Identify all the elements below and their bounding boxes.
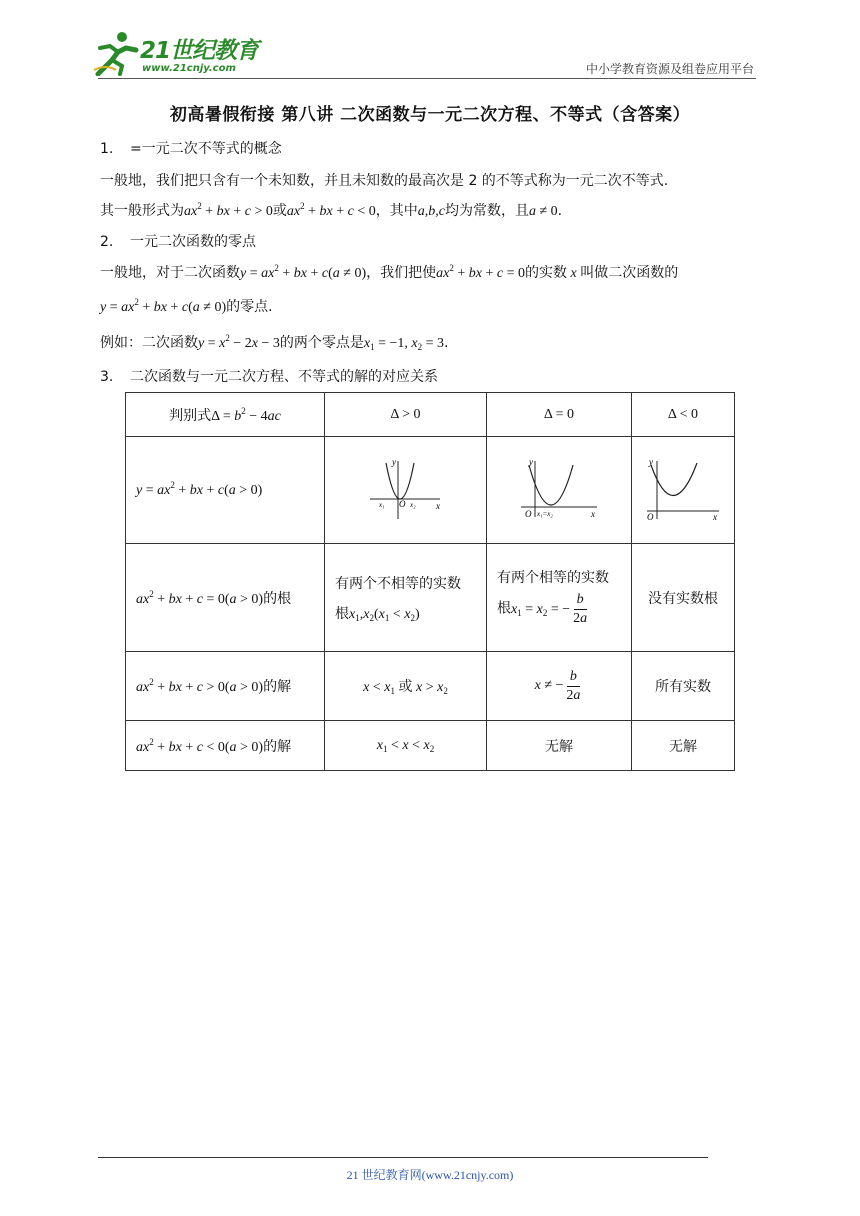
text: 的根: [263, 590, 292, 607]
text: 或: [398, 679, 413, 695]
graph-no-roots: [632, 437, 735, 544]
formula: $x < x_1$: [363, 680, 395, 696]
double-root-label: x₁=x₂: [537, 510, 553, 518]
cell-no-real-roots: 没有实数根: [632, 544, 735, 652]
text: 的零点.: [226, 299, 273, 315]
cell-less-no-roots: 无解: [632, 721, 735, 771]
formula: $ax^2$ + bx + c > 0: [184, 201, 273, 219]
formula: x ≠ − $\frac{b}{2a}$: [534, 668, 581, 703]
text-line: [335, 603, 486, 623]
formula: Δ < 0: [667, 407, 699, 422]
origin-label: O: [525, 509, 532, 519]
table-header-delta-negative: [632, 393, 735, 437]
section-1-paragraph-1: 一般地，我们把只含有一个未知数，并且未知数的最高次是 2 的不等式称为一元二次不等式.: [100, 173, 669, 189]
text: 有两个不相等的实数: [335, 575, 461, 592]
formula: $y = ax^2$ + bx + c(a ≠ 0): [240, 263, 367, 281]
axis-y-label: y: [649, 457, 653, 467]
formula: $x_1 < x < x_2$: [376, 738, 435, 754]
section-2-heading: [100, 231, 256, 251]
formula: $ax^2$ + bx + c = 0: [436, 263, 525, 281]
cell-less-double-root: 无解: [487, 721, 632, 771]
table-row: [126, 652, 735, 721]
footer-divider: [98, 1157, 708, 1158]
page-title: 初高暑假衔接 第八讲 二次函数与一元二次方程、不等式（含答案）: [169, 105, 691, 125]
formula: $y = ax^2$ + bx + c(a ≠ 0): [100, 297, 227, 315]
section-2-paragraph-2: [100, 296, 273, 316]
section-title: =一元二次不等式的概念: [130, 141, 282, 157]
header-platform-text: 中小学教育资源及组卷应用平台: [585, 62, 754, 76]
cell-two-distinct-roots: [325, 544, 487, 652]
axis-x-label: x: [713, 512, 717, 521]
correspondence-table: [125, 392, 735, 771]
formula: $x_1,x_2(x_1 < x_2)$: [349, 606, 420, 623]
cell-greater-double-root: [487, 652, 632, 721]
cell-double-root: [487, 544, 632, 652]
text: 例如：二次函数: [100, 335, 198, 351]
axis-y-label: y: [391, 457, 396, 467]
formula: $y = ax^2$ + bx + c(a > 0): [136, 479, 263, 498]
cell-greater-two-roots: [325, 652, 487, 721]
table-row: [126, 721, 735, 771]
axis-x-label: x: [435, 501, 440, 511]
table-header-delta-zero: [487, 393, 632, 437]
row-label-function: [126, 437, 325, 544]
table-header-delta-positive: [325, 393, 487, 437]
formula: $ax^2$ + bx + c = 0(a > 0): [136, 588, 264, 607]
text-line: [497, 591, 631, 628]
parabola-two-roots-graph: [366, 455, 446, 521]
axis-y-label: y: [529, 457, 533, 467]
formula: $y = x^2 - 2x - 3$: [198, 333, 280, 351]
text: 或: [272, 203, 287, 219]
row-label-equation: [126, 544, 325, 652]
logo-url: www.21cnjy.com: [142, 63, 236, 74]
formula: $ax^2$ + bx + c > 0(a > 0): [136, 677, 264, 695]
origin-label: O: [647, 512, 654, 521]
header-divider: [98, 78, 756, 79]
runner-logo-icon: [92, 30, 140, 76]
section-3-heading: [100, 366, 438, 386]
formula: $x_1 = -1$, $x_2 = 3$: [363, 336, 445, 352]
formula: $ax^2$ + bx + c < 0: [286, 201, 376, 219]
root-x1-label: x₁: [378, 501, 385, 509]
formula: Δ = 0: [543, 407, 575, 422]
text: .: [444, 335, 449, 351]
text: 叫做二次函数的: [580, 265, 679, 281]
text: ，其中: [375, 203, 418, 219]
text: 根: [497, 600, 511, 617]
axis-x-label: x: [591, 509, 595, 519]
text: 均为常数，且: [444, 203, 529, 219]
text: .: [557, 203, 563, 219]
root-x2-label: x₂: [409, 501, 416, 509]
site-logo: [92, 30, 262, 80]
row-label-less-inequality: [126, 721, 325, 771]
formula: $x_1 = x_2$ = − $\frac{b}{2a}$: [511, 592, 588, 626]
section-title: 二次函数与一元二次方程、不等式的解的对应关系: [130, 369, 438, 385]
section-2-paragraph-1: [100, 262, 678, 282]
logo-text: 21世纪教育: [140, 38, 259, 64]
parabola-double-root-graph: [517, 455, 601, 521]
cell-all-real: 所有实数: [632, 652, 735, 721]
section-1-heading: [100, 138, 282, 158]
graph-two-roots: [325, 437, 487, 544]
text: 的两个零点是: [279, 335, 364, 351]
formula: $\Delta = b^2 - 4ac$: [211, 405, 281, 424]
formula: Δ > 0: [390, 407, 421, 422]
row-label-greater-inequality: [126, 652, 325, 721]
text: 一般地，对于二次函数: [100, 265, 240, 281]
formula: a ≠ 0: [528, 204, 558, 219]
table-row: [126, 437, 735, 544]
graph-double-root: [487, 437, 632, 544]
page-footer: 21 世纪教育网(www.21cnjy.com): [346, 1168, 514, 1182]
table-row: [126, 544, 735, 652]
text: 的解: [263, 738, 292, 755]
parabola-no-roots-graph: [643, 455, 723, 521]
text: ，我们把使: [366, 265, 437, 281]
text: 有两个相等的实数: [497, 570, 609, 586]
text: 其一般形式为: [100, 203, 184, 219]
table-header-discriminant: [126, 393, 325, 437]
section-number: 3.: [100, 369, 114, 385]
text: 的实数: [525, 265, 567, 281]
text: 判别式: [169, 407, 212, 424]
section-number: 2.: [100, 234, 114, 250]
text: 的解: [263, 679, 292, 695]
section-1-paragraph-2: [100, 200, 562, 220]
formula: a,b,c: [417, 204, 445, 219]
section-title: 一元二次函数的零点: [130, 234, 256, 250]
section-number: 1.: [100, 141, 114, 157]
cell-less-two-roots: [325, 721, 487, 771]
table-row: [126, 393, 735, 437]
formula: $x > x_2$: [412, 680, 448, 696]
page-header: [0, 0, 860, 82]
text: 根: [335, 605, 349, 622]
origin-label: O: [398, 499, 405, 509]
formula: x: [567, 266, 581, 281]
section-2-example: [100, 332, 448, 352]
formula: $ax^2$ + bx + c < 0(a > 0): [136, 736, 264, 755]
